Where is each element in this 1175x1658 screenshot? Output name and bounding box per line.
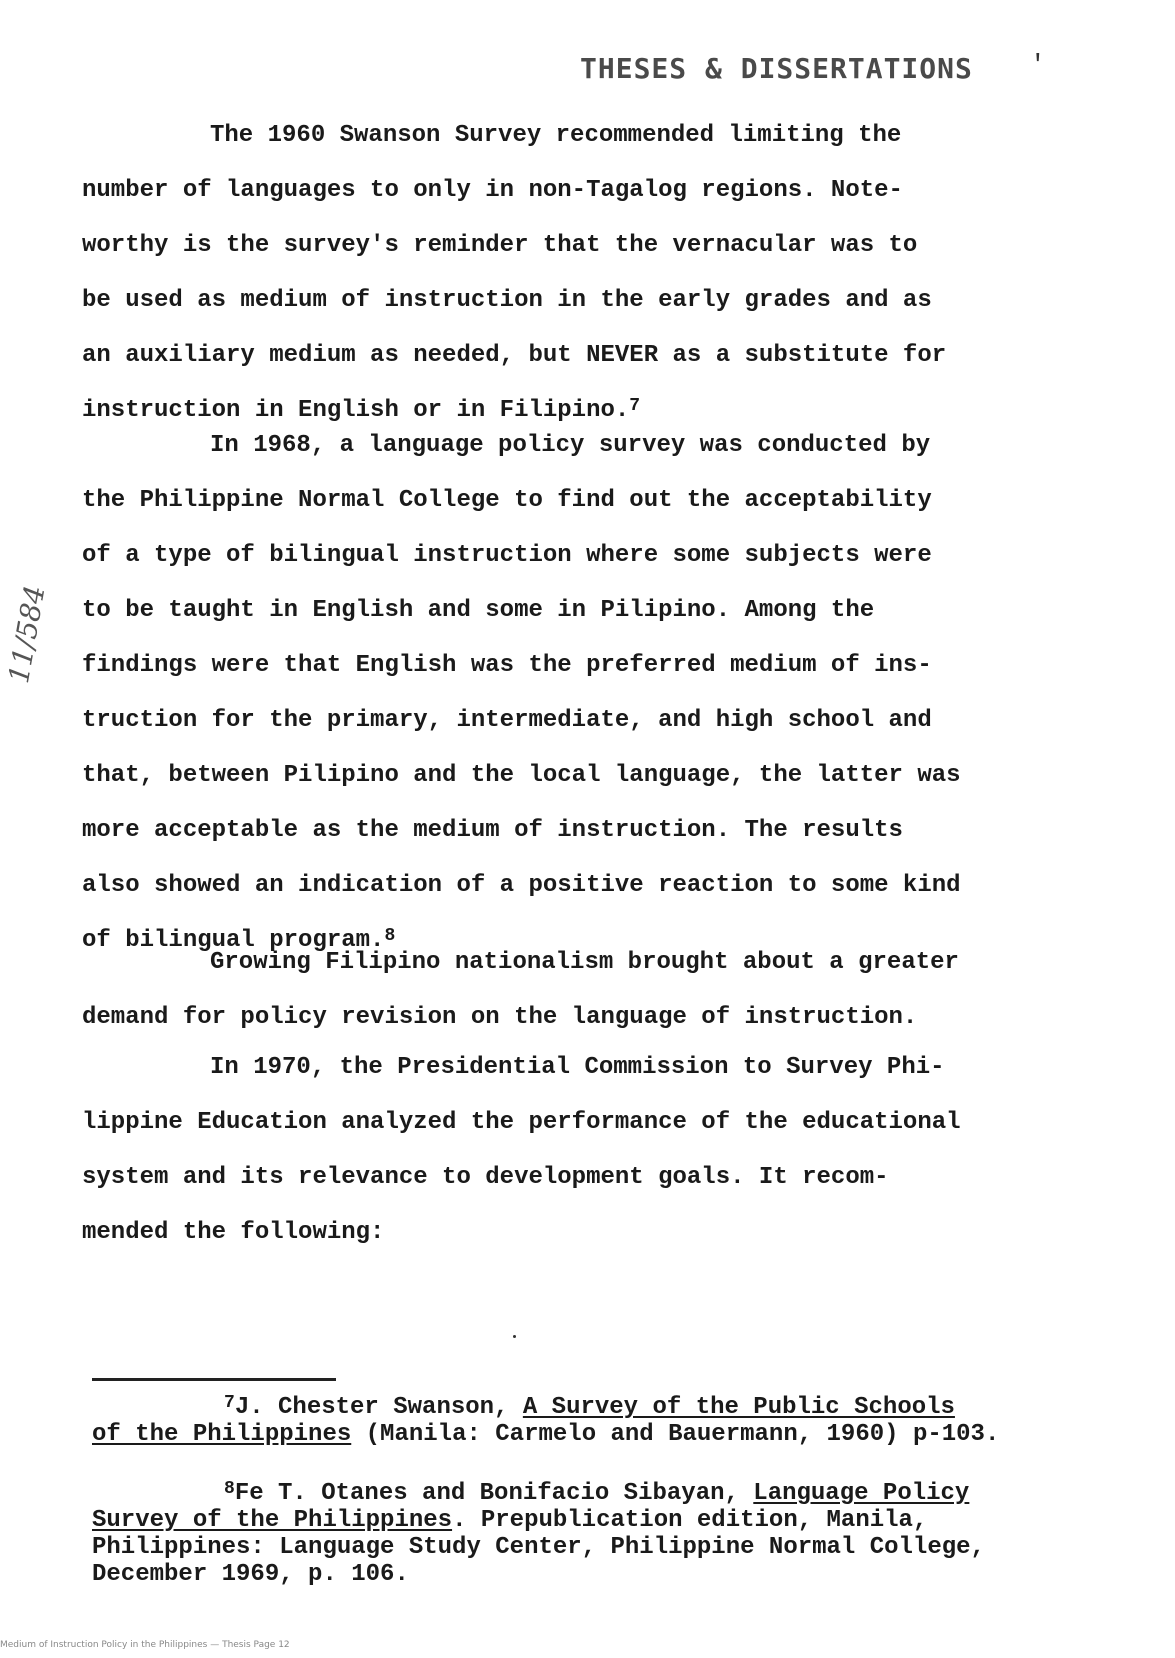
scan-footer-text: Medium of Instruction Policy in the Philippines — Thesis Page 12 xyxy=(0,1640,290,1650)
paragraph-swanson-survey xyxy=(82,108,1072,438)
text-line: lippine Education analyzed the performance of the educational xyxy=(82,1109,961,1136)
text-line: The 1960 Swanson Survey recommended limiting the xyxy=(210,122,902,149)
footnote-divider xyxy=(92,1378,336,1381)
paragraph-pnc-survey xyxy=(82,418,1072,968)
text-line: be used as medium of instruction in the early grades and as xyxy=(82,287,932,314)
handwritten-margin-note: 11/584 xyxy=(2,582,52,686)
text-line: that, between Pilipino and the local language, the latter was xyxy=(82,762,961,789)
text-line: findings were that English was the preferred medium of ins- xyxy=(82,652,932,679)
footnote-text: J. Chester Swanson, xyxy=(234,1394,523,1421)
page-mark: ' xyxy=(1030,50,1046,80)
footnote-number: 7 xyxy=(224,1393,235,1413)
text-line: more acceptable as the medium of instruction. The results xyxy=(82,817,903,844)
text-line: number of languages to only in non-Tagalog regions. Note- xyxy=(82,177,903,204)
text-line: In 1970, the Presidential Commission to Survey Phi- xyxy=(210,1054,945,1081)
text-line: demand for policy revision on the language of instruction. xyxy=(82,1004,918,1031)
footnote-text: December 1969, p. 106. xyxy=(92,1561,409,1588)
footnote-ref: 8 xyxy=(384,926,396,946)
archive-stamp: THESES & DISSERTATIONS xyxy=(580,52,973,85)
speck xyxy=(513,1335,516,1338)
footnote-ref: 7 xyxy=(629,396,641,416)
text-line: to be taught in English and some in Pilipino. Among the xyxy=(82,597,875,624)
footnote-text: Fe T. Otanes and Bonifacio Sibayan, xyxy=(234,1480,754,1507)
footnote-text: Philippines: Language Study Center, Philippine Normal College, xyxy=(92,1534,985,1561)
text-line: truction for the primary, intermediate, and high school and xyxy=(82,707,932,734)
text-line: of a type of bilingual instruction where some subjects were xyxy=(82,542,932,569)
text-line: an auxiliary medium as needed, but NEVER as a substitute for xyxy=(82,342,947,369)
text-line: mended the following: xyxy=(82,1219,385,1246)
text-line: the Philippine Normal College to find out the acceptability xyxy=(82,487,932,514)
text-line: of bilingual program. xyxy=(82,927,385,954)
text-line: worthy is the survey's reminder that the vernacular was to xyxy=(82,232,918,259)
paragraph-presidential-commission xyxy=(82,1040,1072,1260)
footnote-title: Language Policy xyxy=(753,1480,970,1507)
paragraph-nationalism xyxy=(82,935,1072,1045)
footnote-title: A Survey of the Public Schools xyxy=(522,1394,955,1421)
footnote-text: . Prepublication edition, Manila, xyxy=(452,1507,928,1534)
text-line: In 1968, a language policy survey was conducted by xyxy=(210,432,931,459)
footnote-number: 8 xyxy=(224,1479,235,1499)
footnote-title: of the Philippines xyxy=(92,1421,352,1448)
footnote-text: (Manila: Carmelo and Bauermann, 1960) p-103. xyxy=(351,1421,1000,1448)
text-line: Growing Filipino nationalism brought about a greater xyxy=(210,949,959,976)
text-line: also showed an indication of a positive reaction to some kind xyxy=(82,872,961,899)
footnote-8 xyxy=(92,1480,1102,1588)
text-line: system and its relevance to development goals. It recom- xyxy=(82,1164,889,1191)
text-line: instruction in English or in Filipino. xyxy=(82,397,630,424)
footnote-title: Survey of the Philippines xyxy=(92,1507,453,1534)
footnote-7 xyxy=(92,1394,1102,1448)
